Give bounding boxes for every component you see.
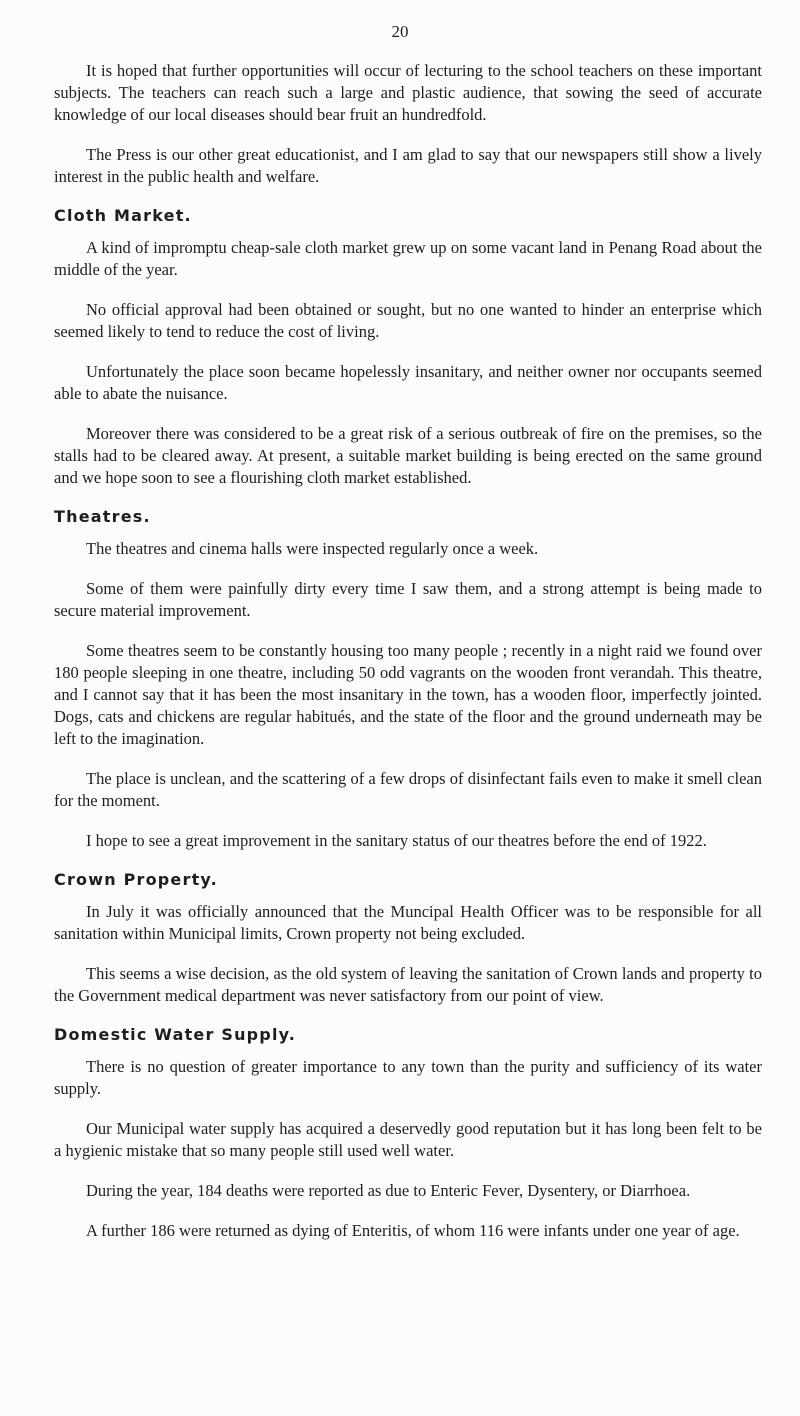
paragraph: Some theatres seem to be constantly housing too many people ; recently in a night raid we found over 180 people sleeping in one theatre, including 50 odd vagrants on the wooden front verandah. This theatre, and I cannot say that it has been the most insanitary in the town, has a wooden floor, imperfectly jointed. Dogs, cats and chickens are regular habitués, and the state of the floor and the ground underneath may be left to the imagination. [54,641,762,748]
paragraph: Some of them were painfully dirty every time I saw them, and a strong attempt is being made to secure material improvement. [54,579,762,620]
page-number: 20 [391,22,409,41]
paragraph: In July it was officially announced that the Muncipal Health Officer was to be responsible for all sanitation within Municipal limits, Crown property not being excluded. [54,902,762,943]
paragraph: A further 186 were returned as dying of Enteritis, of whom 116 were infants under one year of age. [86,1221,740,1240]
paragraph: There is no question of greater importance to any town than the purity and sufficiency of its water supply. [54,1057,762,1098]
paragraph: It is hoped that further opportunities will occur of lecturing to the school teachers on these important subjects. The teachers can reach such a large and plastic audience, that sowing the seed of accurate knowledge of our local diseases should bear fruit an hundredfold. [54,61,762,124]
paragraph: No official approval had been obtained or sought, but no one wanted to hinder an enterprise which seemed likely to tend to reduce the cost of living. [54,300,762,341]
paragraph: Our Municipal water supply has acquired a deservedly good reputation but it has long been felt to be a hygienic mistake that so many people still used well water. [54,1119,762,1160]
paragraph: This seems a wise decision, as the old system of leaving the sanitation of Crown lands and property to the Government medical department was never satisfactory from our point of view. [54,964,762,1005]
paragraph: A kind of impromptu cheap-sale cloth market grew up on some vacant land in Penang Road about the middle of the year. [54,238,762,279]
section-heading: Cloth Market. [54,206,192,225]
paragraph: Unfortunately the place soon became hopelessly insanitary, and neither owner nor occupants seemed able to abate the nuisance. [54,362,762,403]
paragraph: Moreover there was considered to be a great risk of a serious outbreak of fire on the premises, so the stalls had to be cleared away. At present, a suitable market building is being erected on the same ground and we hope soon to see a flourishing cloth market established. [54,424,762,487]
section-heading: Crown Property. [54,870,218,889]
section-heading: Domestic Water Supply. [54,1025,297,1044]
section-heading: Theatres. [54,507,151,526]
document-body [54,60,762,1260]
paragraph: The theatres and cinema halls were inspected regularly once a week. [86,539,539,558]
paragraph: During the year, 184 deaths were reported as due to Enteric Fever, Dysentery, or Diarrhoea. [86,1181,691,1200]
paragraph: The place is unclean, and the scattering of a few drops of disinfectant fails even to make it smell clean for the moment. [54,769,762,810]
paragraph: I hope to see a great improvement in the sanitary status of our theatres before the end of 1922. [86,831,707,850]
paragraph: The Press is our other great educationist, and I am glad to say that our newspapers still show a lively interest in the public health and welfare. [54,145,762,186]
